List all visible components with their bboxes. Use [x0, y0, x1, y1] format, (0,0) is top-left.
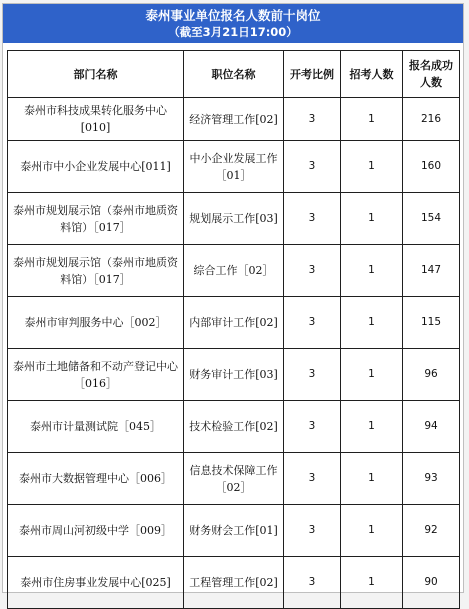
dept-cell: 泰州市大数据管理中心［006］: [8, 453, 184, 505]
quota-cell: 1: [341, 98, 403, 141]
ratio-cell: 3: [284, 245, 341, 297]
applicants-cell: 90: [403, 557, 460, 609]
applicants-cell: 92: [403, 505, 460, 557]
quota-cell: 1: [341, 557, 403, 609]
applicants-cell: 96: [403, 349, 460, 401]
quota-cell: 1: [341, 141, 403, 193]
dept-cell: 泰州市规划展示馆（泰州市地质资料馆）［017］: [8, 193, 184, 245]
applicants-cell: 154: [403, 193, 460, 245]
table-row: [8, 453, 460, 505]
quota-cell: 1: [341, 245, 403, 297]
dept-cell: 泰州市科技成果转化服务中心[010]: [8, 98, 184, 141]
table-frame: [2, 3, 464, 593]
position-cell: 规划展示工作[03]: [184, 193, 284, 245]
quota-cell: 1: [341, 505, 403, 557]
table-row: [8, 141, 460, 193]
position-cell: 工程管理工作[02]: [184, 557, 284, 609]
title-bar: [3, 4, 463, 43]
table-title: 泰州事业单位报名人数前十岗位: [145, 8, 321, 23]
ratio-cell: 3: [284, 98, 341, 141]
position-cell: 内部审计工作[02]: [184, 297, 284, 349]
table-subtitle: （截至3月21日17:00）: [168, 25, 298, 39]
quota-cell: 1: [341, 193, 403, 245]
header-quota: 招考人数: [341, 51, 403, 98]
ratio-cell: 3: [284, 141, 341, 193]
position-cell: 经济管理工作[02]: [184, 98, 284, 141]
applicants-cell: 160: [403, 141, 460, 193]
ratio-cell: 3: [284, 557, 341, 609]
position-cell: 综合工作［02］: [184, 245, 284, 297]
table-row: [8, 193, 460, 245]
position-cell: 技术检验工作[02]: [184, 401, 284, 453]
quota-cell: 1: [341, 453, 403, 505]
dept-cell: 泰州市计量测试院［045］: [8, 401, 184, 453]
dept-cell: 泰州市土地储备和不动产登记中心［016］: [8, 349, 184, 401]
quota-cell: 1: [341, 297, 403, 349]
applicants-cell: 93: [403, 453, 460, 505]
table-row: [8, 557, 460, 609]
position-cell: 财务审计工作[03]: [184, 349, 284, 401]
applicants-cell: 216: [403, 98, 460, 141]
table-row: [8, 98, 460, 141]
header-ratio: 开考比例: [284, 51, 341, 98]
ratio-cell: 3: [284, 297, 341, 349]
dept-cell: 泰州市中小企业发展中心[011]: [8, 141, 184, 193]
ratio-cell: 3: [284, 505, 341, 557]
header-applicants: 报名成功人数: [403, 51, 460, 98]
dept-cell: 泰州市规划展示馆（泰州市地质资料馆）［017］: [8, 245, 184, 297]
quota-cell: 1: [341, 401, 403, 453]
ratio-cell: 3: [284, 401, 341, 453]
table-row: [8, 505, 460, 557]
dept-cell: 泰州市审判服务中心［002］: [8, 297, 184, 349]
applicants-cell: 94: [403, 401, 460, 453]
header-position: 职位名称: [184, 51, 284, 98]
table-row: [8, 245, 460, 297]
ratio-cell: 3: [284, 453, 341, 505]
ratio-cell: 3: [284, 349, 341, 401]
position-cell: 信息技术保障工作［02］: [184, 453, 284, 505]
ranking-table: [7, 50, 460, 609]
header-dept: 部门名称: [8, 51, 184, 98]
position-cell: 中小企业发展工作［01］: [184, 141, 284, 193]
dept-cell: 泰州市住房事业发展中心[025]: [8, 557, 184, 609]
table-row: [8, 349, 460, 401]
position-cell: 财务财会工作[01]: [184, 505, 284, 557]
table-row: [8, 297, 460, 349]
ratio-cell: 3: [284, 193, 341, 245]
dept-cell: 泰州市周山河初级中学［009］: [8, 505, 184, 557]
quota-cell: 1: [341, 349, 403, 401]
table-row: [8, 401, 460, 453]
header-row: [8, 51, 460, 98]
applicants-cell: 147: [403, 245, 460, 297]
applicants-cell: 115: [403, 297, 460, 349]
